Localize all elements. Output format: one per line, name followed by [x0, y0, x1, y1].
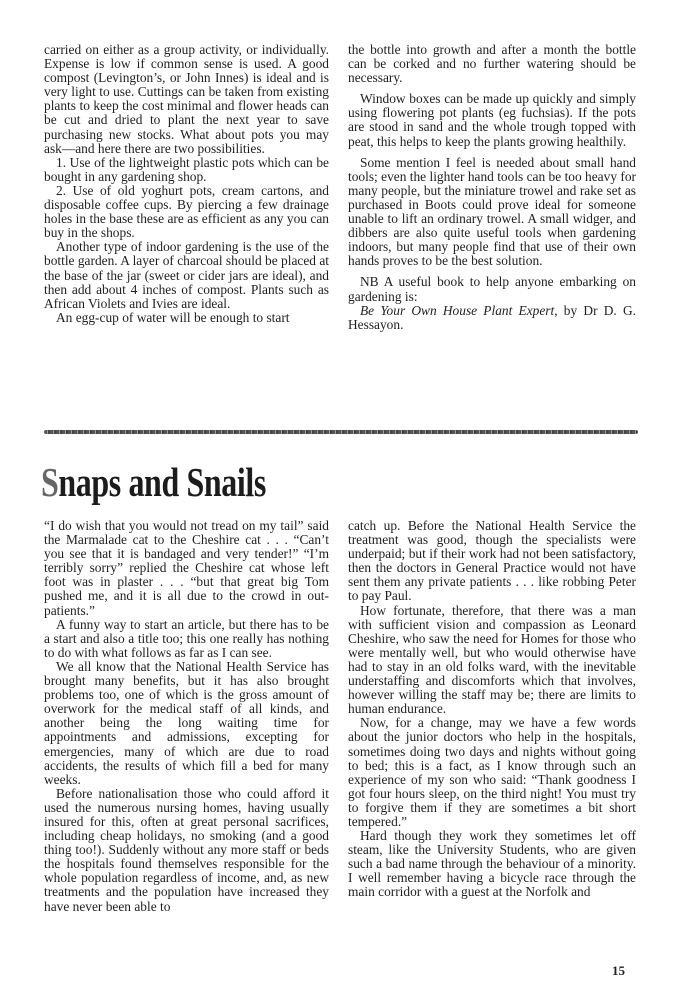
- paragraph: Now, for a change, may we have a few words about the junior doctors who help in the hospitals, sometimes doing two days and nights without going to bed; this is a fact, as I know through such an experience of my son who said: “Thank goodness I got four hours sleep, on the third night! You must try to forgive them if they are sometimes a bit short tempered.”: [348, 715, 636, 829]
- paragraph: NB A useful book to help anyone embarking on gardening is:: [348, 274, 636, 304]
- book-reference: [348, 304, 636, 332]
- paragraph: An egg-cup of water will be enough to start: [56, 309, 290, 325]
- paragraph: carried on either as a group activity, or individually. Expense is low if common sense is used. A good compost (Levington’s, or John Innes) is ideal and is very light to use. Cuttings can be taken from existing plants to keep the cost minimal and flower heads can be cut and dried to plant the next year to save purchasing new stocks. What about pots you may ask—and here there are two possibilities.: [44, 42, 329, 156]
- paragraph: 2. Use of old yoghurt pots, cream cartons, and disposable coffee cups. By piercing a few drainage holes in the base these are as efficient as any you can buy in the shops.: [44, 182, 329, 241]
- top-right-column: [348, 43, 636, 332]
- paragraph: Window boxes can be made up quickly and simply using flowering pot plants (eg fuchsias). If the pots are stood in sand and the whole trough topped with peat, this helps to keep the plants growing healthily.: [348, 91, 636, 149]
- article-title: [41, 460, 266, 504]
- book-author: , by Dr D. G. Hessayon.: [348, 302, 636, 332]
- paragraph: catch up. Before the National Health Service the treatment was good, though the specialists were underpaid; but if their work had not been satisfactory, then the doctors in General Practice would not have sent them any private patients . . . like robbing Peter to pay Paul.: [348, 518, 636, 604]
- paragraph: A funny way to start an article, but there has to be a start and also a title too; this one really has nothing to do with what follows as far as I can see.: [44, 616, 329, 660]
- paragraph: Before nationalisation those who could afford it used the numerous nursing homes, having usually insured for this, often at great personal sacrifices, including cheap holidays, no smoking (and a good thing too!). Suddenly without any more staff or beds the hospitals found themselves responsible for the whole population regardless of income, and, as new treatments and the population have increased they have never been able to: [44, 785, 329, 914]
- section-divider: [44, 430, 638, 434]
- paragraph: the bottle into growth and after a month the bottle can be corked and no further watering should be necessary.: [348, 42, 636, 86]
- paragraph: Another type of indoor gardening is the use of the bottle garden. A layer of charcoal should be placed at the base of the jar (sweet or cider jars are ideal), and then add about 4 inches of compost. Plants such as African Violets and Ivies are ideal.: [44, 239, 329, 311]
- paragraph: Some mention I feel is needed about small hand tools; even the lighter hand tools can be too heavy for many people, but the miniature trowel and rake set as purchased in Boots could prove ideal for someone unable to lift an ordinary trowel. A small widger, and dibbers are also quite useful tools when gardening indoors, but many people find that use of their own hands proves to be the best solution.: [348, 154, 636, 269]
- top-left-column: [44, 43, 329, 325]
- title-initial: S: [41, 459, 59, 505]
- paragraph: “I do wish that you would not tread on my tail” said the Marmalade cat to the Cheshire cat . . . “Can’t you see that it is bandaged and very tender!” “I’m terribly sorry” replied the Cheshire cat whose left foot was in plaster . . . “but that great big Tom pushed me, and it is all due to the crowd in out-patients.”: [44, 518, 329, 618]
- paragraph: 1. Use of the lightweight plastic pots which can be bought in any gardening shop.: [44, 154, 329, 184]
- paragraph: We all know that the National Health Service has brought many benefits, but it has also brought problems too, one of which is the gross amount of overwork for the medical staff of all kinds, and another being the long waiting time for appointments and admissions, excepting for emergencies, many of which are due to road accidents, the results of which fill a bed for many weeks.: [44, 658, 329, 787]
- bottom-right-column: [348, 519, 636, 900]
- book-title: Be Your Own House Plant Expert: [360, 302, 555, 318]
- bottom-left-column: [44, 519, 329, 914]
- title-rest: naps and Snails: [58, 459, 266, 505]
- paragraph: How fortunate, therefore, that there was a man with sufficient vision and compassion as Leonard Cheshire, who saw the need for Homes for those who were mentally well, but who would otherwise have had to stay in an old folks ward, with the inevitable understaffing and discomforts which that involves, however willing the staff may be; there are limits to human endurance.: [348, 602, 636, 717]
- page-number: 15: [612, 963, 625, 978]
- paragraph: Hard though they work they sometimes let off steam, like the University Students, who are given such a bad name through the behaviour of a minority. I well remember having a bicycle race through the main corridor with a guest at the Norfolk and: [348, 828, 636, 900]
